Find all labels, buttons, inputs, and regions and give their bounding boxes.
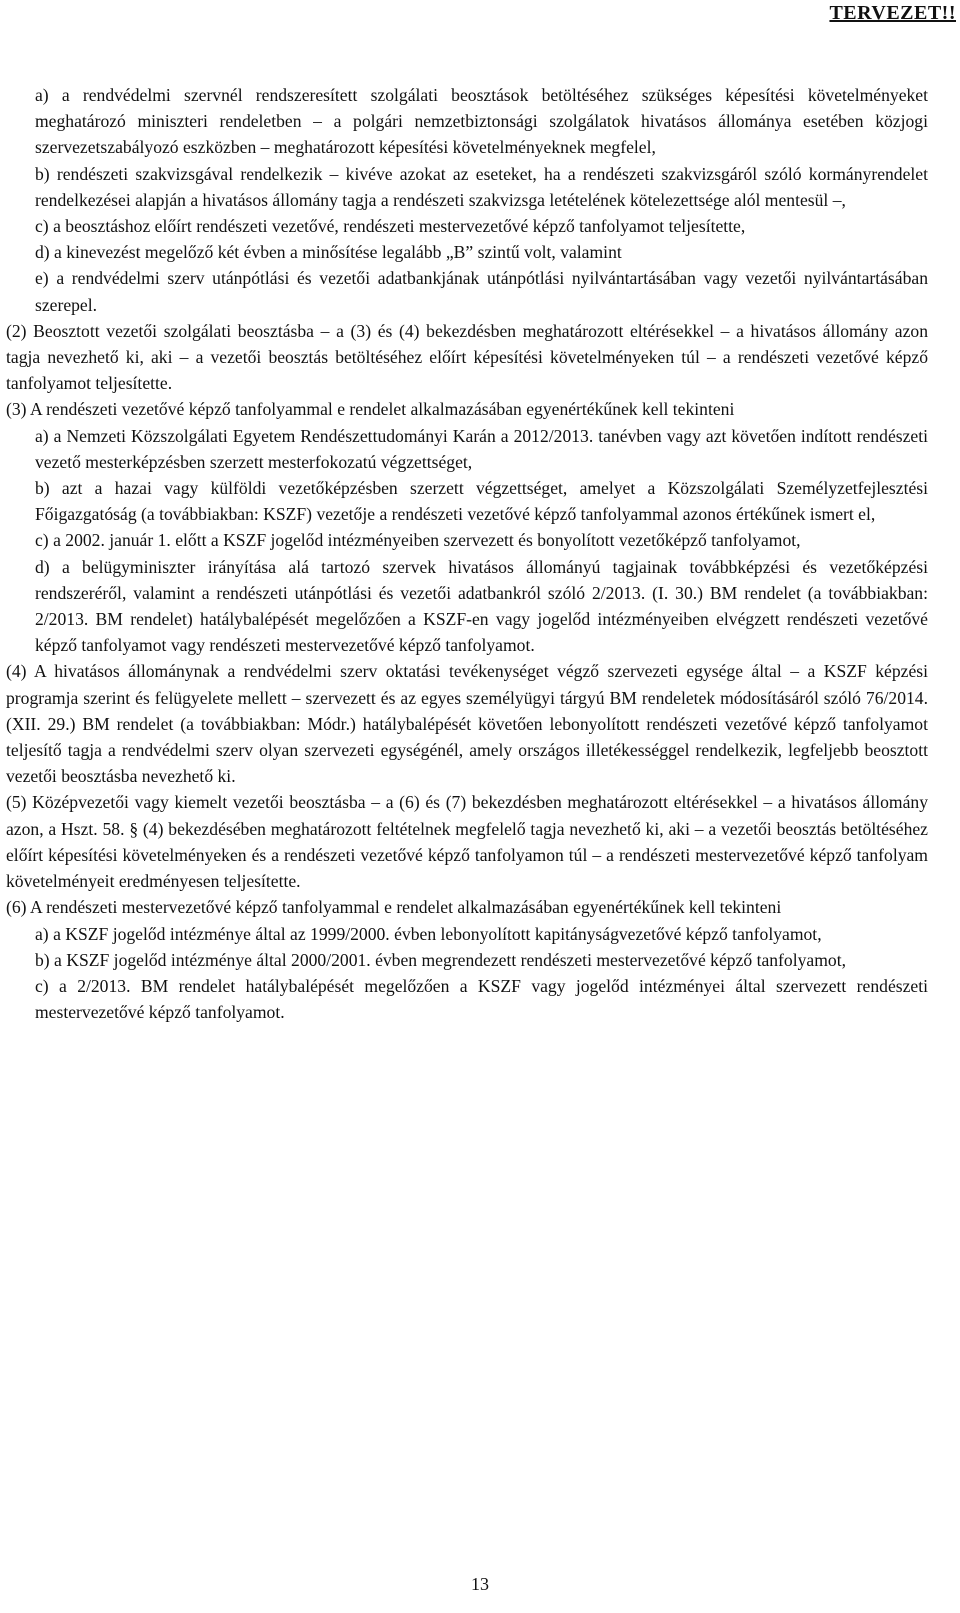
list-item-3d: d) a belügyminiszter irányítása alá tartozó szervek hivatásos állományú tagjainak továbbképzési és vezetőképzési rendszeréről, valamint a rendészeti utánpótlási és vezetői adatbankról szóló 2/2013. (I. 30.) BM rendelet (a továbbiakban: 2/2013. BM rendelet) hatálybalépését megelőzően a KSZF-en vagy jogelőd intézményeiben elvégzett rendészeti vezetővé képző tanfolyamot vagy rendészeti mestervezetővé képző tanfolyamot. <box>35 556 928 656</box>
list-item-1b: b) rendészeti szakvizsgával rendelkezik – kivéve azokat az eseteket, ha a rendészeti szakvizsgáról szóló kormányrendelet rendelkezései alapján a hivatásos állomány tagja a rendészeti szakvizsga letételének kötelezettsége alól mentesül –, <box>35 163 928 210</box>
list-item-3a: a) a Nemzeti Közszolgálati Egyetem Rendészettudományi Karán a 2012/2013. tanévben vagy azt követően indított rendészeti vezető mesterképzésben szerzett mesterfokozatú végzettséget, <box>35 425 928 472</box>
page-number: 13 <box>471 1574 489 1594</box>
document-body <box>6 82 928 1025</box>
list-item-1c: c) a beosztáshoz előírt rendészeti vezetővé, rendészeti mestervezetővé képző tanfolyamot teljesítette, <box>35 216 746 237</box>
list-item-1a: a) a rendvédelmi szervnél rendszeresített szolgálati beosztások betöltéséhez szükséges képesítési követelményeket meghatározó miniszteri rendeletben – a polgári nemzetbiztonsági szolgálatok hivatásos állománya esetében közjogi szervezetszabályozó eszközben – meghatározott képesítési követelményeknek megfelel, <box>35 85 928 158</box>
list-item-6b: b) a KSZF jogelőd intézménye által 2000/2001. évben megrendezett rendészeti mestervezetővé képző tanfolyamot, <box>35 949 846 970</box>
paragraph-2: (2) Beosztott vezetői szolgálati beosztásba – a (3) és (4) bekezdésben meghatározott eltérésekkel – a hivatásos állomány azon tagja nevezhető ki, aki – a vezetői beosztás betöltéséhez előírt képesítési követelményeken túl – a rendészeti vezetővé képző tanfolyamot teljesítette. <box>6 320 928 394</box>
paragraph-5: (5) Középvezetői vagy kiemelt vezetői beosztásba – a (6) és (7) bekezdésben meghatározott eltérésekkel – a hivatásos állomány azon, a Hszt. 58. § (4) bekezdésében meghatározott feltételnek megfelelő tagja nevezhető ki, aki – a vezetői beosztás betöltéséhez előírt képesítési követelményeken és a rendészeti vezetővé képző tanfolyamon túl – a rendészeti mestervezetővé képző tanfolyam követelményeit eredményesen teljesítette. <box>6 792 928 892</box>
paragraph-3-intro: (3) A rendészeti vezetővé képző tanfolyammal e rendelet alkalmazásában egyenértékűnek kell tekinteni <box>6 399 735 420</box>
draft-watermark: TERVEZET!! <box>829 2 956 24</box>
list-item-6a: a) a KSZF jogelőd intézménye által az 1999/2000. évben lebonyolított kapitányságvezetővé képző tanfolyamot, <box>35 923 822 944</box>
list-item-1d: d) a kinevezést megelőző két évben a minősítése legalább „B” szintű volt, valamint <box>35 242 622 263</box>
paragraph-4: (4) A hivatásos állománynak a rendvédelmi szerv oktatási tevékenységet végző szervezeti egysége által – a KSZF képzési programja szerint és felügyelete mellett – szervezett és az egyes személyügyi tárgyú BM rendeletek módosításáról szóló 76/2014. (XII. 29.) BM rendelet (a továbbiakban: Módr.) hatálybalépését követően lebonyolított rendészeti vezetővé képző tanfolyamot teljesítő tagja a rendvédelmi szerv olyan szervezeti egységénél, amely országos illetékességgel rendelkezik, legfeljebb beosztott vezetői beosztásba nevezhető ki. <box>6 661 928 787</box>
list-item-1e: e) a rendvédelmi szerv utánpótlási és vezetői adatbankjának utánpótlási nyilvántartásában vagy vezetői nyilvántartásában szerepel. <box>35 268 928 315</box>
paragraph-6-intro: (6) A rendészeti mestervezetővé képző tanfolyammal e rendelet alkalmazásában egyenértékűnek kell tekinteni <box>6 897 782 918</box>
list-item-6c: c) a 2/2013. BM rendelet hatálybalépését megelőzően a KSZF vagy jogelőd intézményei által szervezett rendészeti mestervezetővé képző tanfolyamot. <box>35 975 928 1023</box>
list-item-3c: c) a 2002. január 1. előtt a KSZF jogelőd intézményeiben szervezett és bonyolított vezetőképző tanfolyamot, <box>35 530 801 551</box>
list-item-3b: b) azt a hazai vagy külföldi vezetőképzésben szerzett végzettséget, amelyet a Közszolgálati Személyzetfejlesztési Főigazgatóság (a továbbiakban: KSZF) vezetője a rendészeti vezetővé képző tanfolyammal azonos értékűnek ismert el, <box>35 478 928 525</box>
